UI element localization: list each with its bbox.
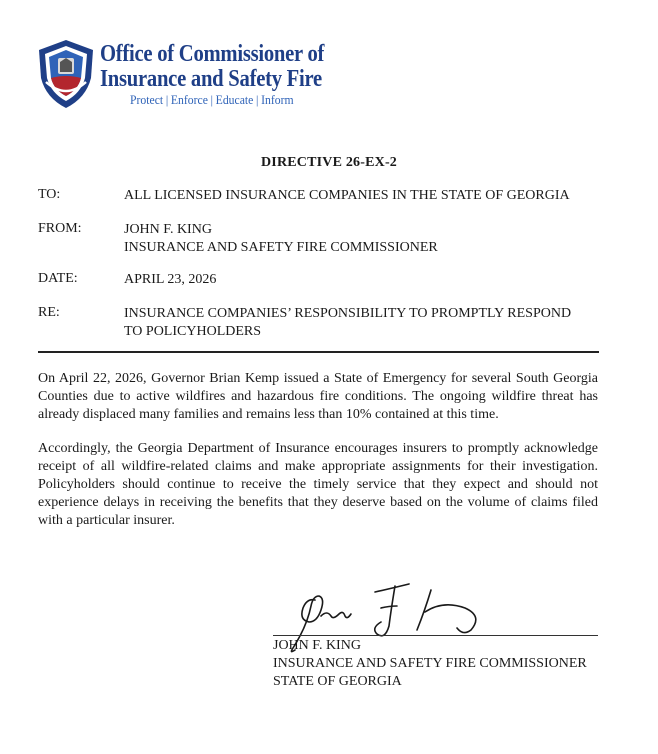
date-value: APRIL 23, 2026 [124,272,217,287]
re-value [124,305,571,341]
from-label: FROM: [38,221,82,236]
tagline-educate: Educate [215,92,254,107]
signature-line [273,635,598,636]
tagline: Protect | Enforce | Educate | Inform [130,92,294,107]
from-value [124,221,438,257]
header-divider [38,351,599,353]
body-paragraph-2: Accordingly, the Georgia Department of Insurance encourages insurers to promptly acknowledge receipt of all wildfire-related claims and make appropriate assignments for their investigation. Policyholders should continue to receive the timely service that they expect and should not experience delays in receiving the benefits that they deserve based on the volume of claims filed with a particular insurer. [38,441,598,528]
from-name: JOHN F. KING [124,222,212,237]
georgia-seal-icon [36,38,96,110]
re-label: RE: [38,305,60,320]
tagline-inform: Inform [261,92,294,107]
date-label: DATE: [38,271,78,286]
org-name-line-1: Office of Commissioner of [100,41,325,67]
tagline-enforce: Enforce [170,92,208,107]
signature-block [273,637,587,691]
body-paragraph-1: On April 22, 2026, Governor Brian Kemp issued a State of Emergency for several South Georgia Counties due to active wildfires and hazardous fire conditions. The ongoing wildfire threat has already displaced many families and remains less than 10% contained at this time. [38,371,598,422]
to-label: TO: [38,187,61,202]
signer-title: INSURANCE AND SAFETY FIRE COMMISSIONER [273,656,587,671]
to-value: ALL LICENSED INSURANCE COMPANIES IN THE STATE OF GEORGIA [124,188,570,203]
directive-title: DIRECTIVE 26-EX-2 [260,155,398,170]
org-name-line-2: Insurance and Safety Fire [100,66,322,92]
letterhead [36,36,366,116]
signer-name: JOHN F. KING [273,638,361,653]
signer-state: STATE OF GEORGIA [273,674,402,689]
from-title: INSURANCE AND SAFETY FIRE COMMISSIONER [124,240,438,255]
tagline-protect: Protect [130,92,164,107]
re-line-2: TO POLICYHOLDERS [124,324,262,339]
re-line-1: INSURANCE COMPANIES’ RESPONSIBILITY TO PROMPTLY RESPOND [124,306,572,321]
